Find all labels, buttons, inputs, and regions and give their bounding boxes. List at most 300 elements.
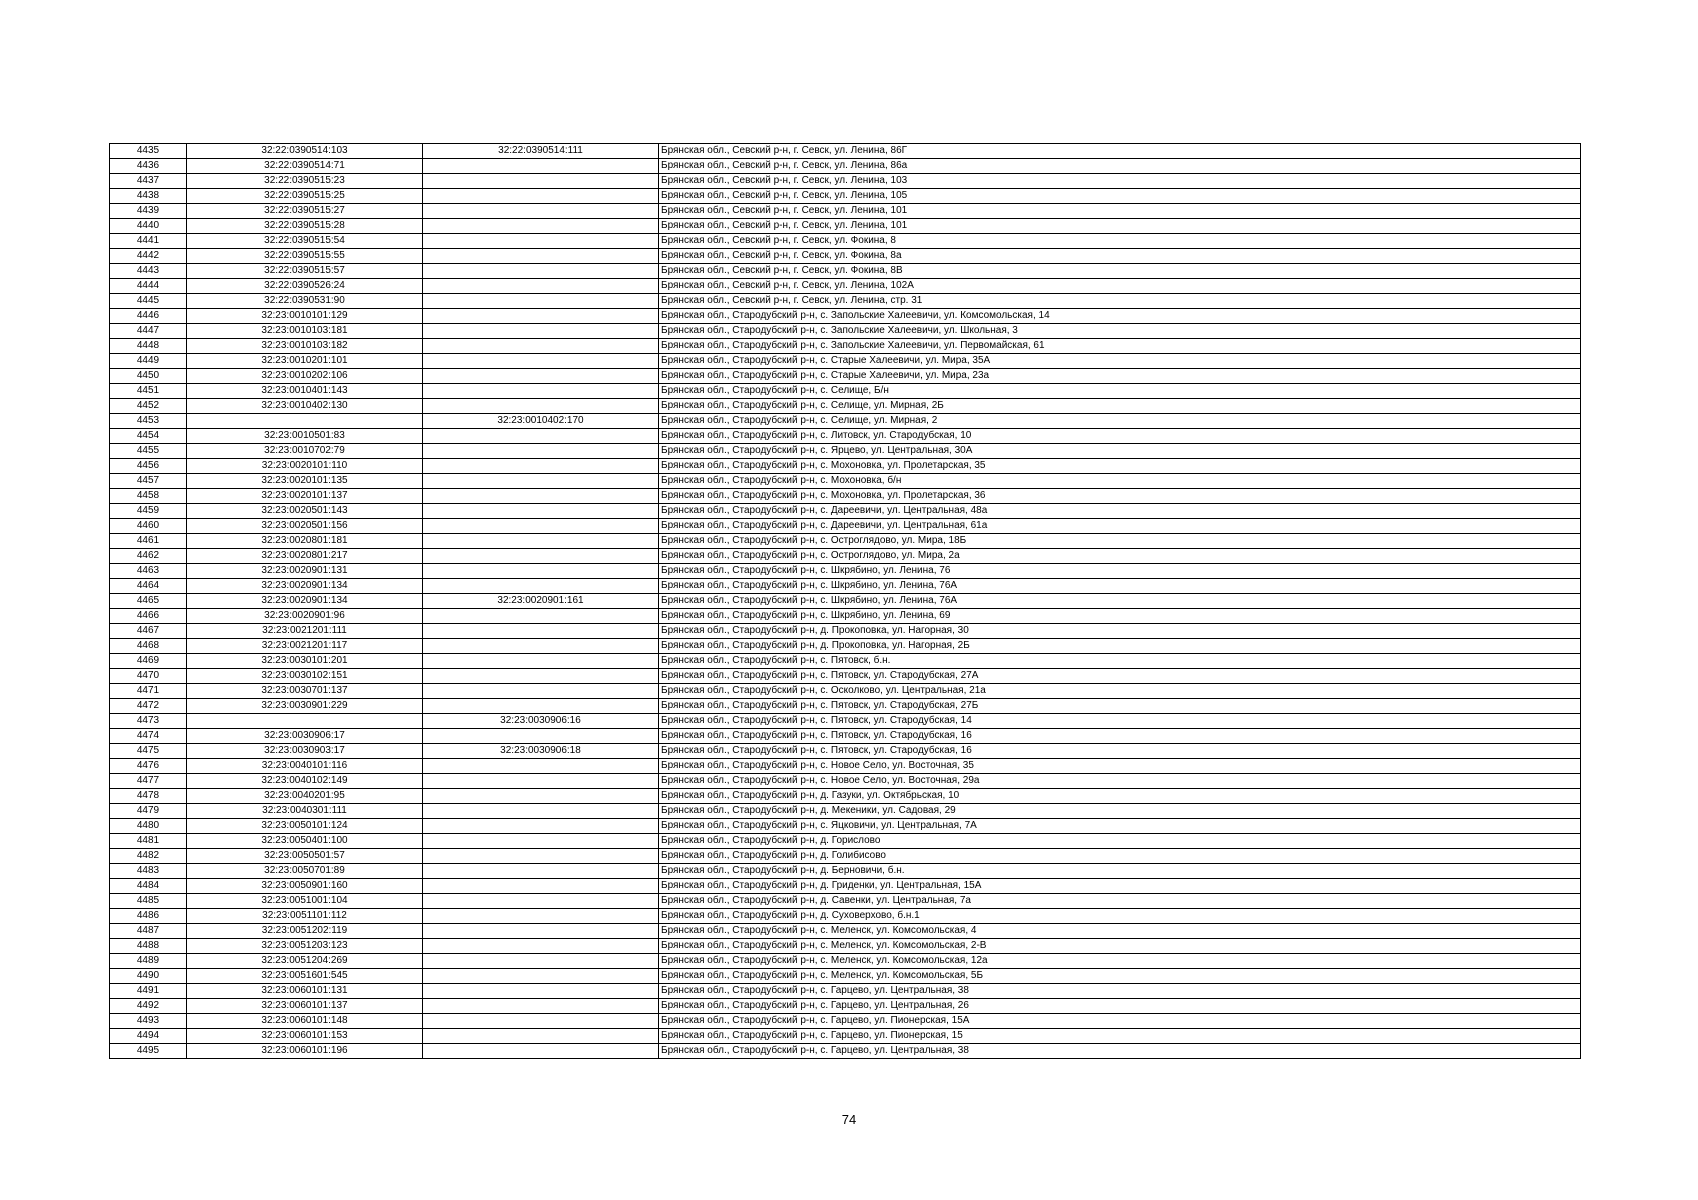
table-row [110, 234, 1581, 249]
table-row [110, 204, 1581, 219]
cadastral-number-cell: 32:23:0051601:545 [187, 969, 423, 984]
row-number-cell: 4492 [110, 999, 187, 1014]
cadastral-number-cell: 32:23:0010501:83 [187, 429, 423, 444]
table-row [110, 549, 1581, 564]
row-number-cell: 4452 [110, 399, 187, 414]
table-row [110, 1014, 1581, 1029]
linked-cadastral-number-cell [423, 639, 659, 654]
address-cell: Брянская обл., Стародубский р-н, с. Гарцево, ул. Пионерская, 15А [659, 1014, 1581, 1029]
row-number-cell: 4457 [110, 474, 187, 489]
table-row [110, 489, 1581, 504]
address-cell: Брянская обл., Стародубский р-н, д. Мекеники, ул. Садовая, 29 [659, 804, 1581, 819]
cadastral-number-cell: 32:23:0030701:137 [187, 684, 423, 699]
table-row [110, 789, 1581, 804]
address-cell: Брянская обл., Стародубский р-н, с. Селище, Б/н [659, 384, 1581, 399]
linked-cadastral-number-cell: 32:23:0020901:161 [423, 594, 659, 609]
cadastral-number-cell [187, 714, 423, 729]
address-cell: Брянская обл., Стародубский р-н, д. Берновичи, б.н. [659, 864, 1581, 879]
linked-cadastral-number-cell [423, 789, 659, 804]
address-cell: Брянская обл., Стародубский р-н, с. Старые Халеевичи, ул. Мира, 23а [659, 369, 1581, 384]
table-row [110, 729, 1581, 744]
row-number-cell: 4461 [110, 534, 187, 549]
table-row [110, 879, 1581, 894]
cadastral-number-cell: 32:23:0060101:137 [187, 999, 423, 1014]
table-row [110, 744, 1581, 759]
address-cell: Брянская обл., Севский р-н, г. Севск, ул. Ленина, 101 [659, 219, 1581, 234]
row-number-cell: 4438 [110, 189, 187, 204]
cadastral-number-cell: 32:23:0051202:119 [187, 924, 423, 939]
linked-cadastral-number-cell [423, 819, 659, 834]
cadastral-number-cell: 32:22:0390515:55 [187, 249, 423, 264]
linked-cadastral-number-cell [423, 384, 659, 399]
cadastral-number-cell: 32:22:0390515:27 [187, 204, 423, 219]
address-cell: Брянская обл., Стародубский р-н, с. Пятовск, ул. Стародубская, 16 [659, 744, 1581, 759]
row-number-cell: 4462 [110, 549, 187, 564]
linked-cadastral-number-cell [423, 324, 659, 339]
address-cell: Брянская обл., Севский р-н, г. Севск, ул. Ленина, 103 [659, 174, 1581, 189]
row-number-cell: 4449 [110, 354, 187, 369]
linked-cadastral-number-cell [423, 399, 659, 414]
row-number-cell: 4444 [110, 279, 187, 294]
linked-cadastral-number-cell [423, 954, 659, 969]
table-row [110, 819, 1581, 834]
table-row [110, 174, 1581, 189]
linked-cadastral-number-cell [423, 249, 659, 264]
address-cell: Брянская обл., Стародубский р-н, с. Пятовск, ул. Стародубская, 27А [659, 669, 1581, 684]
address-cell: Брянская обл., Стародубский р-н, с. Яцковичи, ул. Центральная, 7А [659, 819, 1581, 834]
row-number-cell: 4495 [110, 1044, 187, 1059]
table-row [110, 459, 1581, 474]
row-number-cell: 4460 [110, 519, 187, 534]
cadastral-number-cell: 32:22:0390515:28 [187, 219, 423, 234]
row-number-cell: 4490 [110, 969, 187, 984]
cadastral-number-cell: 32:23:0050701:89 [187, 864, 423, 879]
linked-cadastral-number-cell [423, 669, 659, 684]
linked-cadastral-number-cell [423, 609, 659, 624]
linked-cadastral-number-cell [423, 939, 659, 954]
row-number-cell: 4493 [110, 1014, 187, 1029]
address-cell: Брянская обл., Стародубский р-н, с. Меленск, ул. Комсомольская, 4 [659, 924, 1581, 939]
cadastral-number-cell: 32:23:0050101:124 [187, 819, 423, 834]
row-number-cell: 4480 [110, 819, 187, 834]
table-row [110, 159, 1581, 174]
linked-cadastral-number-cell [423, 549, 659, 564]
cadastral-number-cell: 32:23:0020801:217 [187, 549, 423, 564]
row-number-cell: 4448 [110, 339, 187, 354]
linked-cadastral-number-cell [423, 444, 659, 459]
linked-cadastral-number-cell [423, 864, 659, 879]
address-cell: Брянская обл., Стародубский р-н, с. Запольские Халеевичи, ул. Комсомольская, 14 [659, 309, 1581, 324]
linked-cadastral-number-cell [423, 834, 659, 849]
cadastral-number-cell: 32:22:0390514:71 [187, 159, 423, 174]
row-number-cell: 4443 [110, 264, 187, 279]
address-cell: Брянская обл., Стародубский р-н, д. Голибисово [659, 849, 1581, 864]
cadastral-number-cell: 32:23:0020101:137 [187, 489, 423, 504]
table-row [110, 969, 1581, 984]
row-number-cell: 4474 [110, 729, 187, 744]
address-cell: Брянская обл., Стародубский р-н, с. Шкрябино, ул. Ленина, 76А [659, 594, 1581, 609]
row-number-cell: 4485 [110, 894, 187, 909]
linked-cadastral-number-cell [423, 339, 659, 354]
address-cell: Брянская обл., Стародубский р-н, с. Селище, ул. Мирная, 2 [659, 414, 1581, 429]
cadastral-number-cell: 32:22:0390531:90 [187, 294, 423, 309]
address-cell: Брянская обл., Севский р-н, г. Севск, ул. Фокина, 8 [659, 234, 1581, 249]
table-row [110, 219, 1581, 234]
table-row [110, 594, 1581, 609]
linked-cadastral-number-cell [423, 804, 659, 819]
cadastral-number-cell: 32:23:0020901:134 [187, 594, 423, 609]
linked-cadastral-number-cell [423, 204, 659, 219]
address-cell: Брянская обл., Стародубский р-н, с. Мохоновка, ул. Пролетарская, 35 [659, 459, 1581, 474]
table-row [110, 384, 1581, 399]
row-number-cell: 4475 [110, 744, 187, 759]
cadastral-number-cell: 32:23:0020101:110 [187, 459, 423, 474]
address-cell: Брянская обл., Стародубский р-н, с. Гарцево, ул. Пионерская, 15 [659, 1029, 1581, 1044]
table-row [110, 354, 1581, 369]
linked-cadastral-number-cell [423, 699, 659, 714]
row-number-cell: 4440 [110, 219, 187, 234]
page-number: 74 [841, 1112, 857, 1127]
row-number-cell: 4445 [110, 294, 187, 309]
table-row [110, 654, 1581, 669]
linked-cadastral-number-cell [423, 489, 659, 504]
table-row [110, 894, 1581, 909]
property-table [109, 143, 1581, 1059]
address-cell: Брянская обл., Стародубский р-н, с. Гарцево, ул. Центральная, 38 [659, 984, 1581, 999]
row-number-cell: 4488 [110, 939, 187, 954]
cadastral-number-cell: 32:23:0051204:269 [187, 954, 423, 969]
row-number-cell: 4470 [110, 669, 187, 684]
cadastral-number-cell: 32:23:0030101:201 [187, 654, 423, 669]
linked-cadastral-number-cell [423, 369, 659, 384]
linked-cadastral-number-cell [423, 1029, 659, 1044]
cadastral-number-cell: 32:23:0060101:153 [187, 1029, 423, 1044]
address-cell: Брянская обл., Стародубский р-н, с. Мохоновка, ул. Пролетарская, 36 [659, 489, 1581, 504]
cadastral-number-cell: 32:23:0030901:229 [187, 699, 423, 714]
linked-cadastral-number-cell [423, 894, 659, 909]
table-row [110, 414, 1581, 429]
address-cell: Брянская обл., Стародубский р-н, с. Меленск, ул. Комсомольская, 2-В [659, 939, 1581, 954]
row-number-cell: 4483 [110, 864, 187, 879]
table-row [110, 639, 1581, 654]
linked-cadastral-number-cell [423, 309, 659, 324]
table-row [110, 534, 1581, 549]
address-cell: Брянская обл., Стародубский р-н, с. Пятовск, ул. Стародубская, 14 [659, 714, 1581, 729]
cadastral-number-cell: 32:23:0021201:111 [187, 624, 423, 639]
table-row [110, 294, 1581, 309]
row-number-cell: 4455 [110, 444, 187, 459]
row-number-cell: 4458 [110, 489, 187, 504]
cadastral-number-cell: 32:23:0030906:17 [187, 729, 423, 744]
address-cell: Брянская обл., Севский р-н, г. Севск, ул. Ленина, 102А [659, 279, 1581, 294]
cadastral-number-cell: 32:23:0020901:96 [187, 609, 423, 624]
table-row [110, 474, 1581, 489]
table-row [110, 849, 1581, 864]
address-cell: Брянская обл., Стародубский р-н, с. Ярцево, ул. Центральная, 30А [659, 444, 1581, 459]
linked-cadastral-number-cell [423, 879, 659, 894]
address-cell: Брянская обл., Стародубский р-н, с. Остроглядово, ул. Мира, 2а [659, 549, 1581, 564]
address-cell: Брянская обл., Стародубский р-н, с. Меленск, ул. Комсомольская, 12а [659, 954, 1581, 969]
table-row [110, 759, 1581, 774]
linked-cadastral-number-cell: 32:23:0030906:16 [423, 714, 659, 729]
address-cell: Брянская обл., Стародубский р-н, с. Гарцево, ул. Центральная, 26 [659, 999, 1581, 1014]
table-row [110, 669, 1581, 684]
row-number-cell: 4446 [110, 309, 187, 324]
row-number-cell: 4467 [110, 624, 187, 639]
row-number-cell: 4491 [110, 984, 187, 999]
linked-cadastral-number-cell [423, 969, 659, 984]
linked-cadastral-number-cell [423, 174, 659, 189]
linked-cadastral-number-cell [423, 624, 659, 639]
address-cell: Брянская обл., Севский р-н, г. Севск, ул. Фокина, 8В [659, 264, 1581, 279]
row-number-cell: 4454 [110, 429, 187, 444]
linked-cadastral-number-cell [423, 729, 659, 744]
cadastral-number-cell: 32:23:0010201:101 [187, 354, 423, 369]
table-row [110, 909, 1581, 924]
linked-cadastral-number-cell [423, 579, 659, 594]
cadastral-number-cell: 32:23:0060101:131 [187, 984, 423, 999]
linked-cadastral-number-cell [423, 1014, 659, 1029]
row-number-cell: 4463 [110, 564, 187, 579]
table-row [110, 984, 1581, 999]
linked-cadastral-number-cell [423, 474, 659, 489]
address-cell: Брянская обл., Севский р-н, г. Севск, ул. Ленина, стр. 31 [659, 294, 1581, 309]
row-number-cell: 4439 [110, 204, 187, 219]
table-row [110, 999, 1581, 1014]
row-number-cell: 4451 [110, 384, 187, 399]
row-number-cell: 4453 [110, 414, 187, 429]
row-number-cell: 4436 [110, 159, 187, 174]
linked-cadastral-number-cell [423, 354, 659, 369]
row-number-cell: 4450 [110, 369, 187, 384]
address-cell: Брянская обл., Стародубский р-н, с. Остроглядово, ул. Мира, 18Б [659, 534, 1581, 549]
address-cell: Брянская обл., Стародубский р-н, с. Осколково, ул. Центральная, 21а [659, 684, 1581, 699]
linked-cadastral-number-cell [423, 924, 659, 939]
row-number-cell: 4479 [110, 804, 187, 819]
linked-cadastral-number-cell [423, 519, 659, 534]
address-cell: Брянская обл., Стародубский р-н, с. Запольские Халеевичи, ул. Школьная, 3 [659, 324, 1581, 339]
cadastral-number-cell: 32:22:0390515:57 [187, 264, 423, 279]
cadastral-number-cell: 32:23:0010101:129 [187, 309, 423, 324]
table-row [110, 699, 1581, 714]
table-row [110, 804, 1581, 819]
cadastral-number-cell: 32:23:0010202:106 [187, 369, 423, 384]
cadastral-number-cell: 32:23:0051203:123 [187, 939, 423, 954]
table-row [110, 564, 1581, 579]
linked-cadastral-number-cell [423, 429, 659, 444]
row-number-cell: 4464 [110, 579, 187, 594]
address-cell: Брянская обл., Стародубский р-н, с. Дареевичи, ул. Центральная, 48а [659, 504, 1581, 519]
row-number-cell: 4472 [110, 699, 187, 714]
cadastral-number-cell: 32:23:0010702:79 [187, 444, 423, 459]
table-row [110, 864, 1581, 879]
address-cell: Брянская обл., Стародубский р-н, с. Шкрябино, ул. Ленина, 76 [659, 564, 1581, 579]
row-number-cell: 4471 [110, 684, 187, 699]
row-number-cell: 4441 [110, 234, 187, 249]
cadastral-number-cell: 32:23:0020801:181 [187, 534, 423, 549]
cadastral-number-cell: 32:23:0040102:149 [187, 774, 423, 789]
table-row [110, 774, 1581, 789]
address-cell: Брянская обл., Севский р-н, г. Севск, ул. Ленина, 101 [659, 204, 1581, 219]
linked-cadastral-number-cell [423, 459, 659, 474]
row-number-cell: 4466 [110, 609, 187, 624]
address-cell: Брянская обл., Стародубский р-н, с. Меленск, ул. Комсомольская, 5Б [659, 969, 1581, 984]
cadastral-number-cell: 32:23:0030102:151 [187, 669, 423, 684]
cadastral-number-cell: 32:23:0020901:131 [187, 564, 423, 579]
table-row [110, 954, 1581, 969]
linked-cadastral-number-cell [423, 264, 659, 279]
cadastral-number-cell: 32:23:0050401:100 [187, 834, 423, 849]
table-row [110, 924, 1581, 939]
cadastral-number-cell: 32:23:0040201:95 [187, 789, 423, 804]
row-number-cell: 4477 [110, 774, 187, 789]
table-row [110, 519, 1581, 534]
address-cell: Брянская обл., Стародубский р-н, с. Пятовск, ул. Стародубская, 16 [659, 729, 1581, 744]
table-row [110, 249, 1581, 264]
address-cell: Брянская обл., Стародубский р-н, д. Прокоповка, ул. Нагорная, 30 [659, 624, 1581, 639]
linked-cadastral-number-cell [423, 219, 659, 234]
address-cell: Брянская обл., Стародубский р-н, д. Суховерхово, б.н.1 [659, 909, 1581, 924]
address-cell: Брянская обл., Стародубский р-н, с. Пятовск, б.н. [659, 654, 1581, 669]
cadastral-number-cell: 32:23:0020501:156 [187, 519, 423, 534]
address-cell: Брянская обл., Стародубский р-н, с. Гарцево, ул. Центральная, 38 [659, 1044, 1581, 1059]
address-cell: Брянская обл., Стародубский р-н, с. Литовск, ул. Стародубская, 10 [659, 429, 1581, 444]
row-number-cell: 4465 [110, 594, 187, 609]
address-cell: Брянская обл., Стародубский р-н, с. Новое Село, ул. Восточная, 35 [659, 759, 1581, 774]
row-number-cell: 4487 [110, 924, 187, 939]
row-number-cell: 4447 [110, 324, 187, 339]
table-row [110, 264, 1581, 279]
cadastral-number-cell: 32:22:0390526:24 [187, 279, 423, 294]
linked-cadastral-number-cell [423, 849, 659, 864]
row-number-cell: 4482 [110, 849, 187, 864]
address-cell: Брянская обл., Стародубский р-н, с. Новое Село, ул. Восточная, 29а [659, 774, 1581, 789]
cadastral-number-cell: 32:23:0020901:134 [187, 579, 423, 594]
row-number-cell: 4478 [110, 789, 187, 804]
linked-cadastral-number-cell [423, 684, 659, 699]
linked-cadastral-number-cell [423, 999, 659, 1014]
table-row [110, 279, 1581, 294]
linked-cadastral-number-cell [423, 654, 659, 669]
table-row [110, 309, 1581, 324]
address-cell: Брянская обл., Стародубский р-н, д. Гриденки, ул. Центральная, 15А [659, 879, 1581, 894]
address-cell: Брянская обл., Стародубский р-н, с. Старые Халеевичи, ул. Мира, 35А [659, 354, 1581, 369]
linked-cadastral-number-cell: 32:23:0010402:170 [423, 414, 659, 429]
address-cell: Брянская обл., Стародубский р-н, с. Пятовск, ул. Стародубская, 27Б [659, 699, 1581, 714]
cadastral-number-cell: 32:23:0050501:57 [187, 849, 423, 864]
cadastral-number-cell: 32:23:0020501:143 [187, 504, 423, 519]
address-cell: Брянская обл., Стародубский р-н, д. Савенки, ул. Центральная, 7а [659, 894, 1581, 909]
address-cell: Брянская обл., Стародубский р-н, с. Дареевичи, ул. Центральная, 61а [659, 519, 1581, 534]
linked-cadastral-number-cell [423, 504, 659, 519]
address-cell: Брянская обл., Стародубский р-н, с. Шкрябино, ул. Ленина, 69 [659, 609, 1581, 624]
address-cell: Брянская обл., Стародубский р-н, с. Селище, ул. Мирная, 2Б [659, 399, 1581, 414]
row-number-cell: 4476 [110, 759, 187, 774]
row-number-cell: 4437 [110, 174, 187, 189]
cadastral-number-cell: 32:23:0010401:143 [187, 384, 423, 399]
linked-cadastral-number-cell [423, 1044, 659, 1059]
cadastral-number-cell: 32:23:0010402:130 [187, 399, 423, 414]
cadastral-number-cell: 32:23:0020101:135 [187, 474, 423, 489]
cadastral-number-cell: 32:23:0051101:112 [187, 909, 423, 924]
row-number-cell: 4473 [110, 714, 187, 729]
cadastral-number-cell: 32:23:0040101:116 [187, 759, 423, 774]
cadastral-number-cell: 32:22:0390515:54 [187, 234, 423, 249]
address-cell: Брянская обл., Стародубский р-н, д. Горислово [659, 834, 1581, 849]
table-row [110, 624, 1581, 639]
address-cell: Брянская обл., Стародубский р-н, с. Запольские Халеевичи, ул. Первомайская, 61 [659, 339, 1581, 354]
table-row [110, 714, 1581, 729]
address-cell: Брянская обл., Севский р-н, г. Севск, ул. Ленина, 105 [659, 189, 1581, 204]
table-row [110, 324, 1581, 339]
table-row [110, 1044, 1581, 1059]
linked-cadastral-number-cell [423, 564, 659, 579]
table-row [110, 834, 1581, 849]
linked-cadastral-number-cell: 32:22:0390514:111 [423, 144, 659, 159]
address-cell: Брянская обл., Севский р-н, г. Севск, ул. Фокина, 8а [659, 249, 1581, 264]
linked-cadastral-number-cell [423, 234, 659, 249]
linked-cadastral-number-cell [423, 774, 659, 789]
row-number-cell: 4442 [110, 249, 187, 264]
table-row [110, 339, 1581, 354]
linked-cadastral-number-cell [423, 294, 659, 309]
table-row [110, 609, 1581, 624]
linked-cadastral-number-cell [423, 909, 659, 924]
cadastral-number-cell: 32:23:0060101:196 [187, 1044, 423, 1059]
table-row [110, 684, 1581, 699]
table-row [110, 399, 1581, 414]
linked-cadastral-number-cell: 32:23:0030906:18 [423, 744, 659, 759]
table-row [110, 579, 1581, 594]
address-cell: Брянская обл., Севский р-н, г. Севск, ул. Ленина, 86а [659, 159, 1581, 174]
row-number-cell: 4468 [110, 639, 187, 654]
cadastral-number-cell [187, 414, 423, 429]
linked-cadastral-number-cell [423, 159, 659, 174]
cadastral-number-cell: 32:23:0021201:117 [187, 639, 423, 654]
address-cell: Брянская обл., Стародубский р-н, с. Мохоновка, б/н [659, 474, 1581, 489]
cadastral-number-cell: 32:22:0390515:25 [187, 189, 423, 204]
row-number-cell: 4481 [110, 834, 187, 849]
table-row [110, 369, 1581, 384]
table-row [110, 189, 1581, 204]
cadastral-number-cell: 32:22:0390515:23 [187, 174, 423, 189]
linked-cadastral-number-cell [423, 984, 659, 999]
row-number-cell: 4459 [110, 504, 187, 519]
cadastral-number-cell: 32:23:0040301:111 [187, 804, 423, 819]
cadastral-number-cell: 32:23:0010103:181 [187, 324, 423, 339]
address-cell: Брянская обл., Стародубский р-н, д. Газуки, ул. Октябрьская, 10 [659, 789, 1581, 804]
cadastral-number-cell: 32:23:0010103:182 [187, 339, 423, 354]
row-number-cell: 4494 [110, 1029, 187, 1044]
cadastral-number-cell: 32:23:0060101:148 [187, 1014, 423, 1029]
cadastral-number-cell: 32:23:0030903:17 [187, 744, 423, 759]
cadastral-number-cell: 32:23:0051001:104 [187, 894, 423, 909]
table-row [110, 429, 1581, 444]
row-number-cell: 4489 [110, 954, 187, 969]
table-body [110, 144, 1581, 1059]
row-number-cell: 4456 [110, 459, 187, 474]
address-cell: Брянская обл., Стародубский р-н, с. Шкрябино, ул. Ленина, 76А [659, 579, 1581, 594]
linked-cadastral-number-cell [423, 279, 659, 294]
row-number-cell: 4435 [110, 144, 187, 159]
cadastral-number-cell: 32:23:0050901:160 [187, 879, 423, 894]
address-cell: Брянская обл., Севский р-н, г. Севск, ул. Ленина, 86Г [659, 144, 1581, 159]
table-row [110, 1029, 1581, 1044]
linked-cadastral-number-cell [423, 759, 659, 774]
table-row [110, 504, 1581, 519]
linked-cadastral-number-cell [423, 534, 659, 549]
table-row [110, 939, 1581, 954]
